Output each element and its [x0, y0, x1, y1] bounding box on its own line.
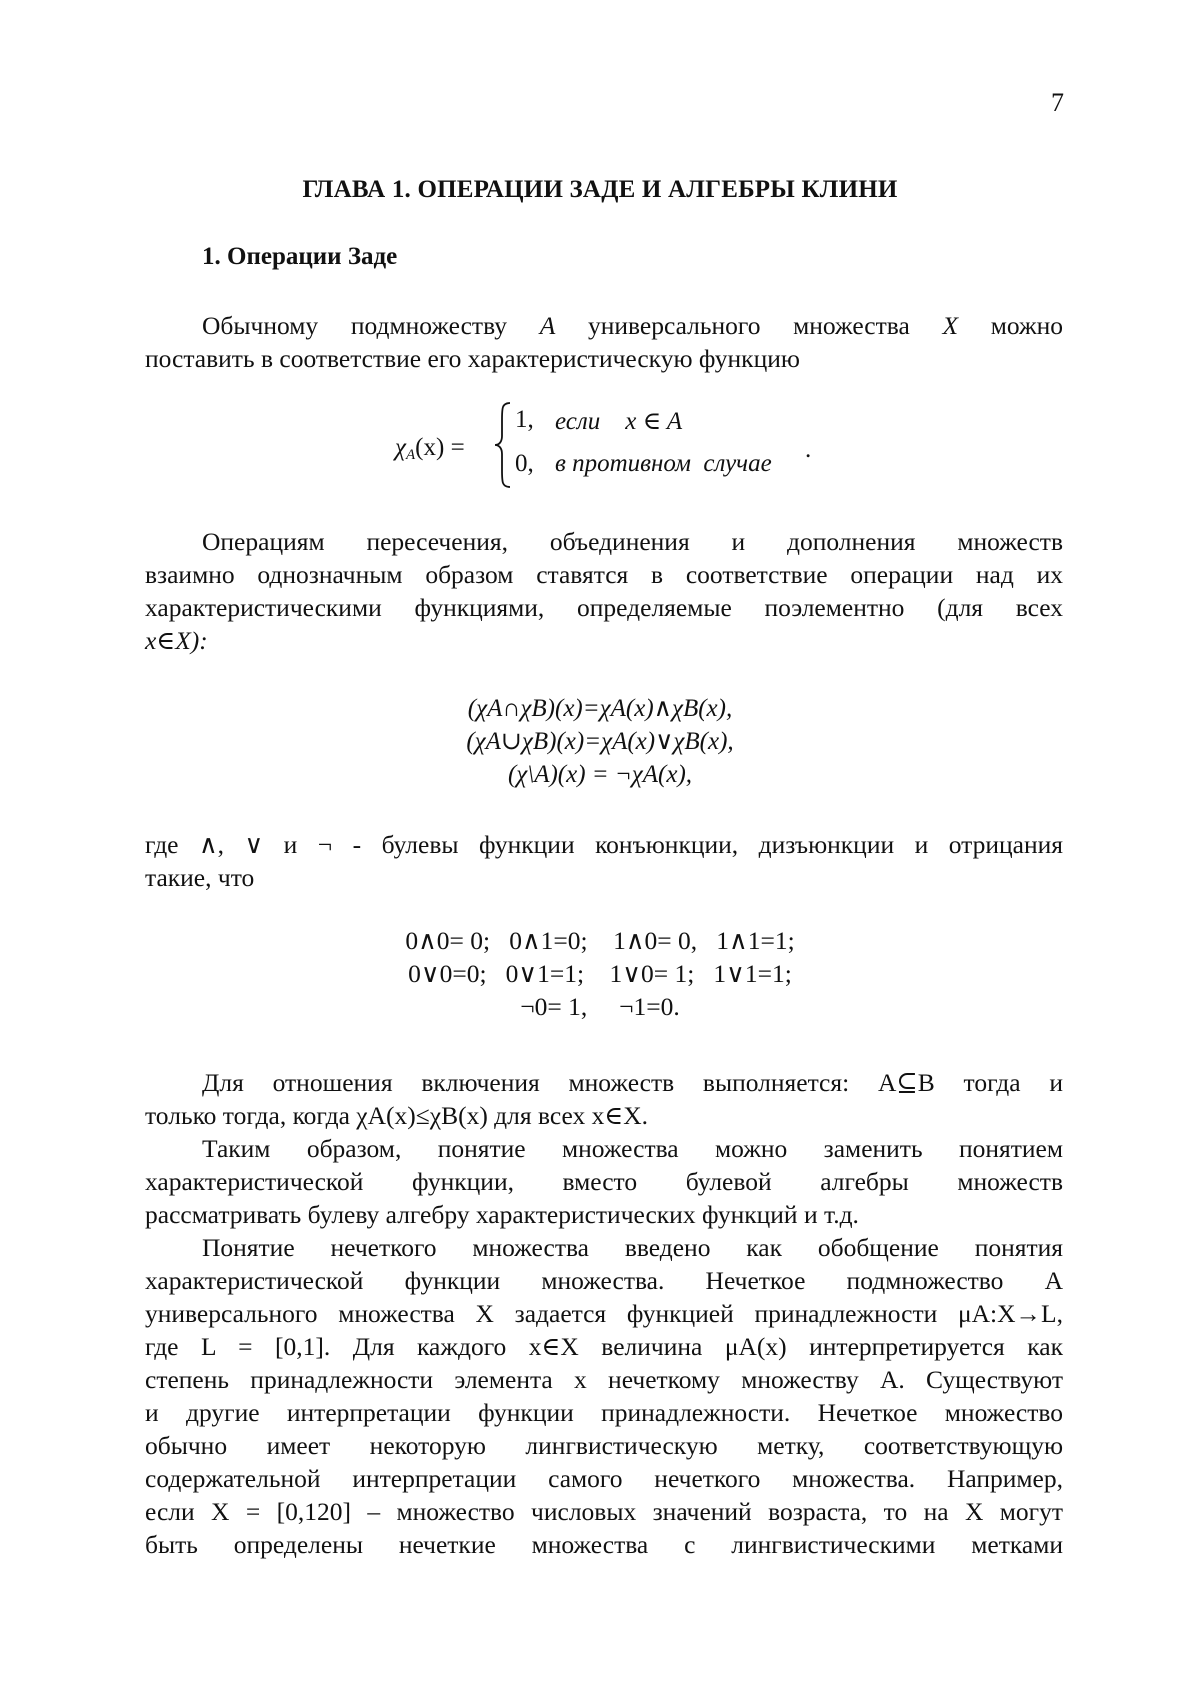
- disjunction-values: 0∨0=0; 0∨1=1; 1∨0= 1; 1∨1=1;: [408, 959, 792, 988]
- text-line: обычно имеет некоторую лингвистическую метку, соответствующую: [145, 1431, 1063, 1460]
- text-line: где ∧, ∨ и ¬ - булевы функции конъюнкции, дизъюнкции и отрицания: [145, 830, 1063, 859]
- text-line: только тогда, когда χA(x)≤χB(x) для всех x∈X.: [145, 1101, 649, 1130]
- text-line: содержательной интерпретации самого нечеткого множества. Например,: [145, 1464, 1063, 1493]
- text-line: если X = [0,120] – множество числовых значений возраста, то на X могут: [145, 1497, 1063, 1526]
- paragraph-operations: [145, 525, 1063, 657]
- negation-values: ¬0= 1, ¬1=0.: [520, 992, 680, 1021]
- set-operations-formulas: [0, 692, 1200, 791]
- paragraph-intro: [145, 309, 1063, 375]
- formula-case-2: 0, в противном случае: [515, 450, 772, 477]
- text-line: степень принадлежности элемента x нечеткому множеству A. Существуют: [145, 1365, 1063, 1394]
- text-line: x∈X):: [145, 626, 208, 655]
- formula-intersection: (χA∩χB)(x)=χA(x)∧χB(x),: [467, 695, 733, 722]
- section-title: 1. Операции Заде: [202, 243, 398, 270]
- text-line: Обычному подмножеству A универсального множества X можно: [202, 311, 1063, 340]
- paragraph-characteristic-algebra: [145, 1132, 1063, 1231]
- text-line: Таким образом, понятие множества можно заменить понятием: [202, 1134, 1063, 1163]
- boolean-truth-values: [0, 924, 1200, 1023]
- text-line: универсального множества X задается функцией принадлежности μA:X→L,: [145, 1299, 1063, 1328]
- paragraph-fuzzy-sets: [145, 1231, 1063, 1561]
- text-line: где L = [0,1]. Для каждого x∈X величина μA(x) интерпретируется как: [145, 1332, 1063, 1361]
- formula-lhs: $\chi_A(x)$ =: [395, 434, 465, 463]
- text-line: Для отношения включения множеств выполняется: A⊆B тогда и: [202, 1068, 1063, 1097]
- formula-union: (χA∪χB)(x)=χA(x)∨χB(x),: [466, 728, 734, 755]
- formula-complement: (χ\A)(x) = ¬χA(x),: [507, 761, 693, 788]
- text-line: и другие интерпретации функции принадлежности. Нечеткое множество: [145, 1398, 1063, 1427]
- text-line: быть определены нечеткие множества с лингвистическими метками: [145, 1530, 1063, 1559]
- formula-case-1: 1, если x ∈ A: [515, 406, 683, 435]
- text-line: взаимно однозначным образом ставятся в соответствие операции над их: [145, 560, 1063, 589]
- text-line: Понятие нечеткого множества введено как обобщение понятия: [202, 1233, 1063, 1262]
- conjunction-values: 0∧0= 0; 0∧1=0; 1∧0= 0, 1∧1=1;: [405, 926, 795, 955]
- paragraph-boolean-functions: [145, 828, 1063, 894]
- text-line: характеристической функции множества. Нечеткое подмножество A: [145, 1266, 1063, 1295]
- text-line: рассматривать булеву алгебру характеристических функций и т.д.: [145, 1200, 859, 1229]
- page-number: 7: [1051, 88, 1064, 117]
- formula-period: .: [805, 436, 812, 463]
- text-line: такие, что: [145, 863, 255, 892]
- text-line: Операциям пересечения, объединения и дополнения множеств: [202, 527, 1063, 556]
- paragraph-inclusion: [145, 1066, 1063, 1132]
- chapter-title: ГЛАВА 1. ОПЕРАЦИИ ЗАДЕ И АЛГЕБРЫ КЛИНИ: [302, 176, 898, 203]
- text-line: характеристическими функциями, определяемые поэлементно (для всех: [145, 593, 1063, 622]
- left-brace-icon: [493, 400, 513, 490]
- text-line: характеристической функции, вместо булевой алгебры множеств: [145, 1167, 1063, 1196]
- text-line: поставить в соответствие его характеристическую функцию: [145, 344, 800, 373]
